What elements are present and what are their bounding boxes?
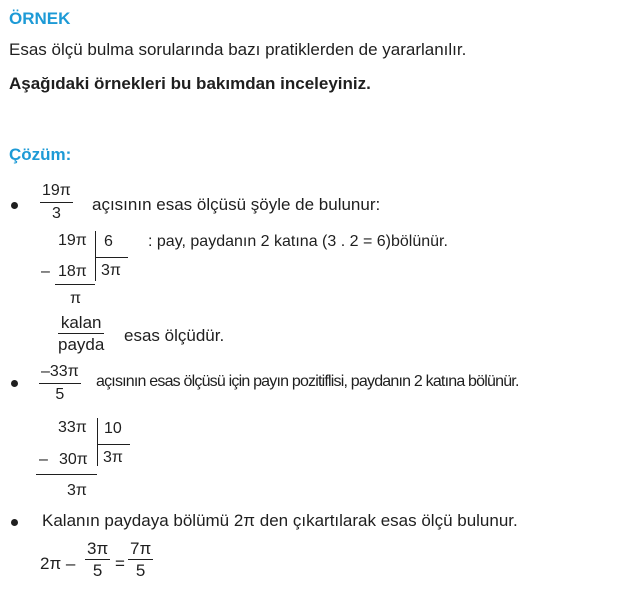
- item2-quotient: 3π: [103, 449, 123, 466]
- item1-text: açısının esas ölçüsü şöyle de bulunur:: [92, 195, 381, 214]
- item1-fraction: [40, 183, 73, 222]
- division-divisor-line: [96, 257, 128, 258]
- subtraction-line: [36, 474, 97, 475]
- item1-quotient: 3π: [101, 262, 121, 279]
- item3-f2-numerator: 7π: [130, 539, 152, 558]
- item2-dividend: 33π: [58, 419, 87, 436]
- item1-frac-numerator: 19π: [42, 182, 71, 199]
- item3-f1-denominator: 5: [92, 561, 103, 581]
- equals-sign: =: [115, 554, 125, 573]
- item1-note: : pay, paydanın 2 katına (3 . 2 = 6)bölünür.: [148, 233, 448, 250]
- division-vertical-line: [95, 231, 96, 281]
- instruction-text: Aşağıdaki örnekleri bu bakımdan inceleyiniz.: [9, 74, 371, 93]
- bullet-1: [11, 202, 18, 209]
- item1-remainder: π: [70, 290, 82, 307]
- item2-frac-denominator: 5: [55, 386, 65, 404]
- item2-text: açısının esas ölçüsü için payın pozitiflisi, paydanın 2 katına bölünür.: [96, 373, 519, 390]
- item1-frac-denominator: 3: [51, 205, 61, 223]
- item3-f2-denominator: 5: [135, 561, 146, 581]
- item1-dividend: 19π: [58, 232, 87, 249]
- division-divisor-line: [98, 444, 130, 445]
- item1-divisor: 6: [104, 233, 113, 250]
- item2-frac-numerator: –33π: [41, 363, 79, 380]
- item1-subtrahend: 18π: [58, 263, 87, 280]
- item2-fraction: [39, 364, 81, 403]
- subtraction-line: [55, 284, 95, 285]
- payda-label: payda: [58, 335, 105, 355]
- item2-minus: –: [39, 451, 48, 468]
- intro-text: Esas ölçü bulma sorularında bazı pratiklerden de yararlanılır.: [9, 40, 467, 59]
- item3-fraction-1: [85, 540, 110, 579]
- example-title: ÖRNEK: [9, 9, 71, 28]
- item3-fraction-2: [128, 540, 153, 579]
- item1-minus: –: [41, 263, 50, 280]
- item2-divisor: 10: [104, 420, 122, 437]
- item3-f1-numerator: 3π: [87, 539, 109, 558]
- item3-lhs: 2π –: [40, 554, 76, 573]
- division-vertical-line: [97, 418, 98, 466]
- solution-label: Çözüm:: [9, 145, 72, 164]
- item3-text: Kalanın paydaya bölümü 2π den çıkartılarak esas ölçü bulunur.: [42, 511, 518, 530]
- item2-subtrahend: 30π: [59, 451, 88, 468]
- item2-remainder: 3π: [67, 482, 87, 499]
- item1-conclusion: esas ölçüdür.: [124, 326, 225, 345]
- bullet-3: [11, 519, 18, 526]
- kalan-payda-fraction: [58, 314, 104, 353]
- bullet-2: [11, 380, 18, 387]
- kalan-label: kalan: [60, 313, 102, 332]
